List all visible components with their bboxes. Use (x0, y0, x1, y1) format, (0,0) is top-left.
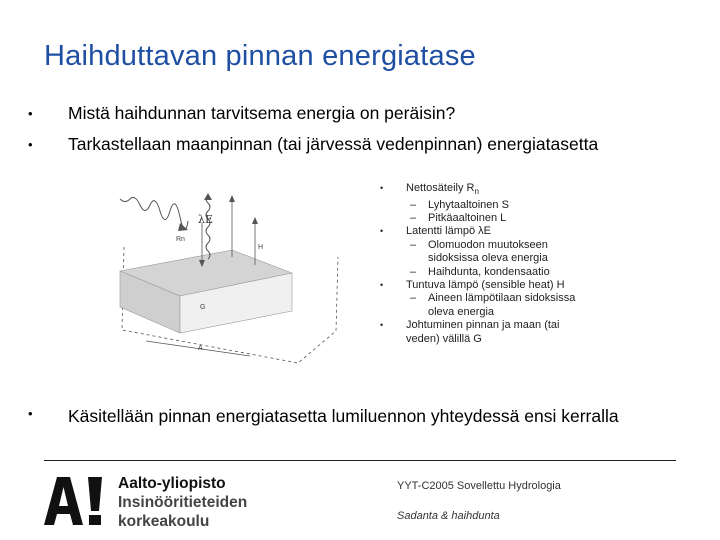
logo-exclamation-bar (88, 477, 102, 511)
university-line-1: Aalto-yliopisto (118, 475, 226, 492)
latent-heat-arrowhead (204, 193, 212, 200)
dash-marker: – (410, 198, 417, 211)
h-label: H (258, 244, 264, 251)
term-subitem (380, 292, 588, 319)
term-item (380, 279, 596, 292)
dash-marker: – (410, 238, 417, 251)
bullet-marker: • (380, 226, 384, 237)
dash-marker: – (410, 292, 417, 305)
subitem-text: Pitkäaaltoinen L (428, 212, 507, 224)
diagram-svg (100, 185, 345, 368)
energy-terms-list (380, 182, 596, 346)
subitem-text: Haihdunta, kondensaatio (428, 265, 550, 278)
bottom-bullet-item (28, 406, 619, 427)
subitem-text: Aineen lämpötilaan sidoksissa oleva energia (428, 292, 576, 318)
term-subitem (380, 212, 588, 225)
term-subitem (380, 199, 588, 212)
slide-title: Haihduttavan pinnan energiatase (44, 40, 476, 72)
bullet-marker: • (28, 137, 33, 152)
a-label: A (198, 345, 203, 352)
h-arrowhead (252, 217, 258, 224)
footer-divider (44, 460, 676, 461)
term-subitem (380, 266, 588, 279)
logo-exclamation-dot (89, 515, 101, 525)
term-text: Latentti lämpö λE (406, 225, 491, 238)
bullet-text: Tarkastellaan maanpinnan (tai järvessä vedenpinnan) energiatasetta (68, 134, 599, 154)
radiation-arrow (120, 197, 188, 229)
energy-balance-diagram (100, 185, 345, 368)
le-label: λE (198, 213, 214, 226)
term-item (380, 319, 596, 346)
university-line-3: korkeakoulu (118, 513, 210, 530)
aalto-logo (44, 477, 108, 525)
g-label: G (200, 304, 206, 311)
university-line-2: Insinööritieteiden (118, 494, 248, 511)
term-text: Johtuminen pinnan ja maan (tai veden) välillä G (406, 319, 560, 345)
bullet-text: Käsitellään pinnan energiatasetta lumiluennon yhteydessä ensi kerralla (68, 406, 619, 426)
term-text: Nettosäteily R (406, 182, 475, 194)
subitem-text: Olomuodon muutokseen sidoksissa oleva energia (428, 238, 548, 265)
dash-marker: – (410, 265, 417, 278)
bullet-text: Mistä haihdunnan tarvitsema energia on peräisin? (68, 103, 456, 123)
top-bullet-list (28, 98, 598, 160)
rn-label: Rn (176, 236, 185, 243)
bullet-marker: • (380, 183, 384, 193)
bullet-marker: • (380, 280, 384, 291)
subitem-text: Lyhytaaltoinen S (428, 198, 509, 211)
term-subitem (380, 239, 588, 266)
bullet-marker: • (28, 106, 33, 121)
course-code: YYT-C2005 Sovellettu Hydrologia (397, 480, 561, 492)
term-item (380, 225, 596, 238)
bullet-item (28, 129, 598, 160)
lecture-topic: Sadanta & haihdunta (397, 510, 500, 522)
bullet-marker: • (28, 406, 33, 421)
bullet-item (28, 98, 598, 129)
term-text: Tuntuva lämpö (sensible heat) H (406, 279, 565, 292)
latent-heat-arrow (206, 195, 210, 259)
bullet-marker: • (380, 320, 384, 331)
university-name (118, 474, 247, 531)
dash-marker: – (410, 212, 417, 224)
term-item (380, 182, 596, 199)
upward-flux-arrowhead (229, 195, 235, 202)
term-subscript: n (474, 187, 479, 197)
